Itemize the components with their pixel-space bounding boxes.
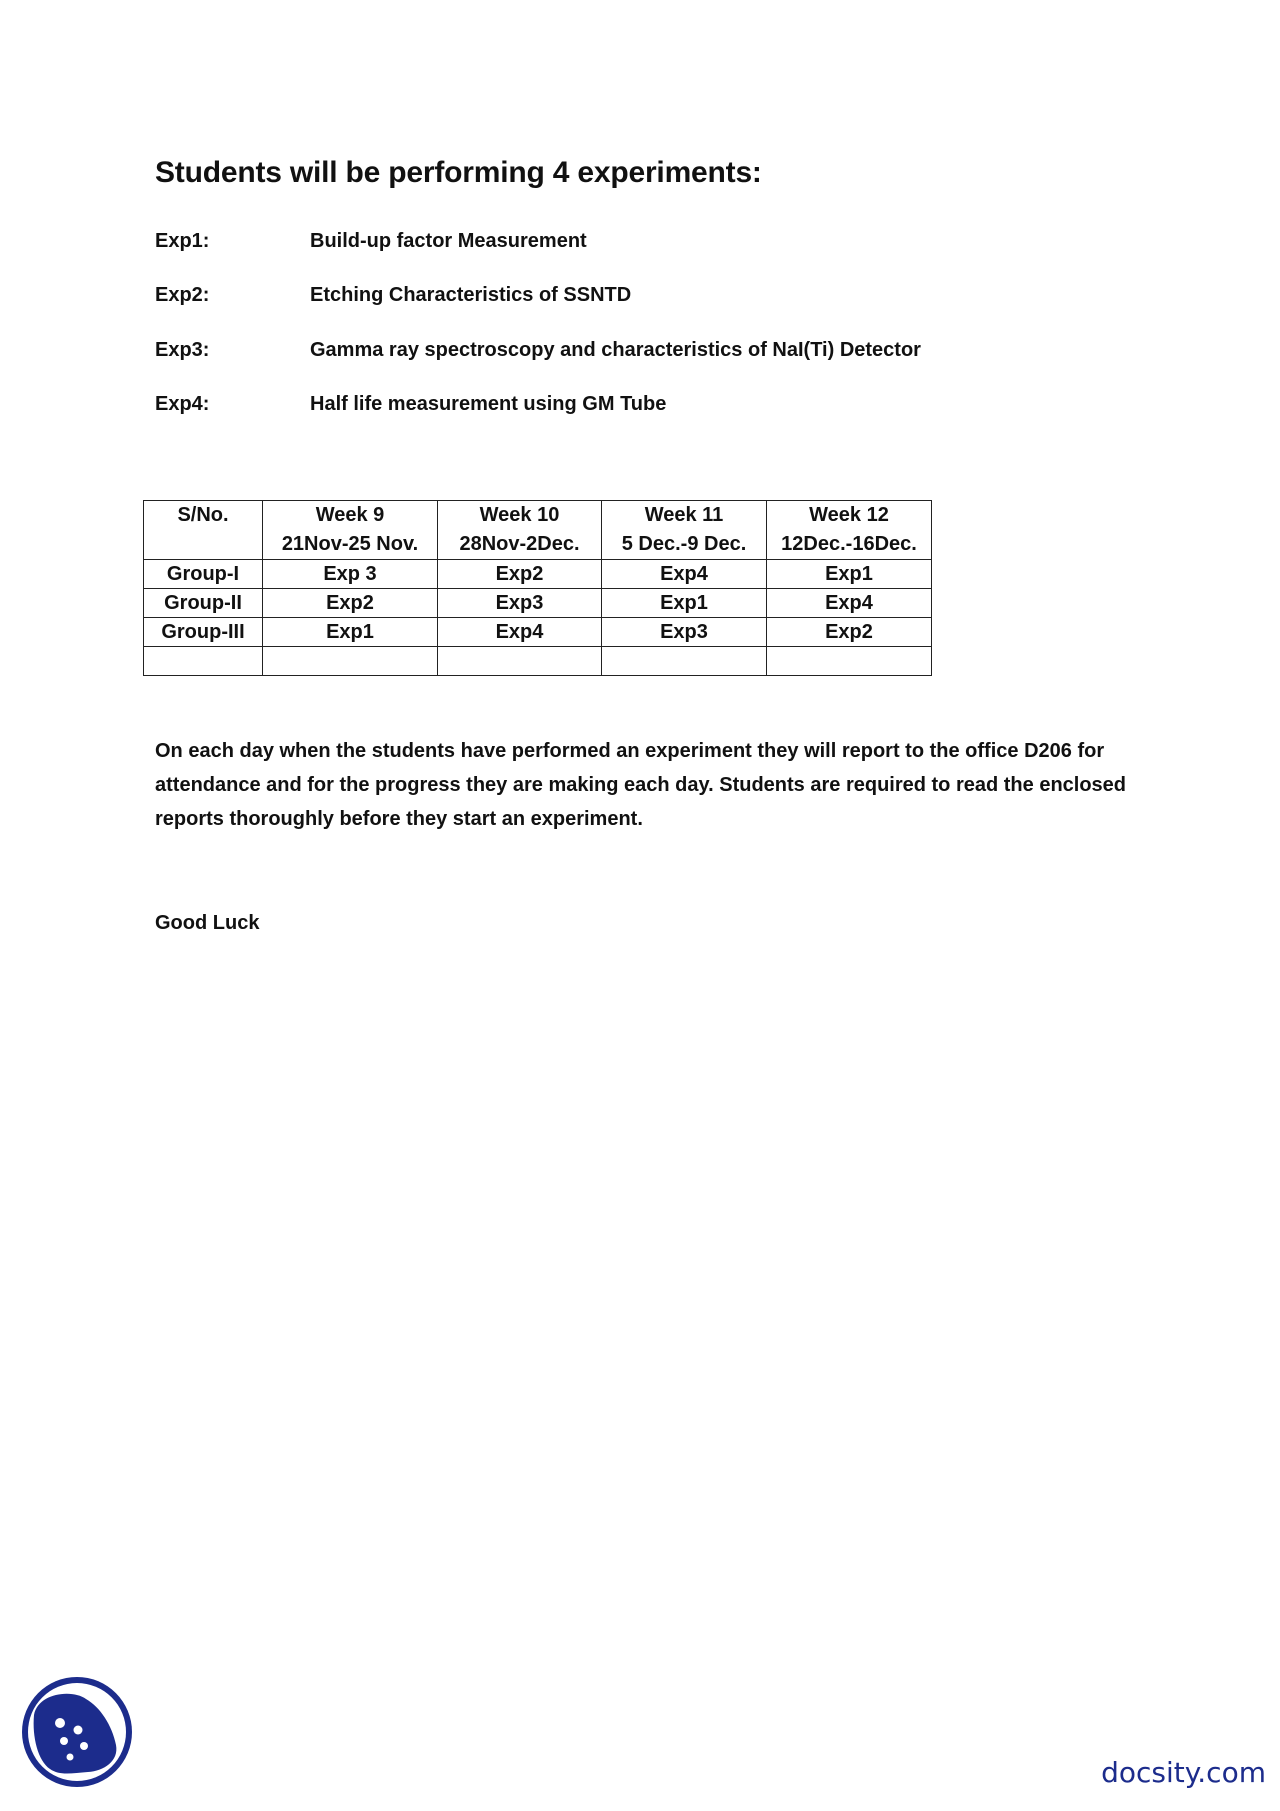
page-title: Students will be performing 4 experiments:: [155, 156, 762, 189]
table-cell: Group-III: [144, 618, 263, 647]
table-row: [144, 647, 932, 676]
table-cell: [602, 647, 767, 676]
table-cell: [144, 647, 263, 676]
header-line2: 12Dec.-16Dec.: [781, 533, 917, 555]
table-cell: Exp2: [767, 618, 932, 647]
header-line2: [144, 530, 262, 559]
table-cell: Exp4: [438, 618, 602, 647]
experiment-code: Exp4:: [155, 393, 210, 415]
table-cell: Group-I: [144, 560, 263, 589]
header-cell: [438, 501, 602, 560]
header-cell: [767, 501, 932, 560]
header-cell: [263, 501, 438, 560]
header-cell: [144, 501, 263, 560]
experiment-title: Build-up factor Measurement: [310, 230, 587, 252]
schedule-table: [143, 500, 932, 676]
experiment-title: Half life measurement using GM Tube: [310, 393, 667, 415]
table-cell: Exp 3: [263, 560, 438, 589]
experiment-code: Exp1:: [155, 230, 210, 252]
experiment-code: Exp2:: [155, 284, 210, 306]
table-cell: Exp3: [602, 618, 767, 647]
header-line1: Week 11: [644, 504, 724, 526]
header-line2: 28Nov-2Dec.: [459, 533, 580, 555]
table-cell: [438, 647, 602, 676]
header-line1: Week 9: [315, 504, 385, 526]
header-line1: Week 10: [479, 504, 560, 526]
table-cell: [767, 647, 932, 676]
docsity-logo-icon: [20, 1675, 135, 1790]
experiment-title: Gamma ray spectroscopy and characteristics of NaI(Ti) Detector: [310, 339, 921, 361]
table-cell: Exp1: [602, 589, 767, 618]
experiment-code: Exp3:: [155, 339, 210, 361]
table-row: [144, 560, 932, 589]
table-cell: [263, 647, 438, 676]
header-line2: 5 Dec.-9 Dec.: [621, 533, 747, 555]
experiment-title: Etching Characteristics of SSNTD: [310, 284, 632, 306]
instructions-paragraph: On each day when the students have performed an experiment they will report to the office D206 for attendance and for the progress they are making each day. Students are required to read the enclosed reports thoroughly before they start an experiment.: [155, 740, 1127, 830]
table-cell: Exp3: [438, 589, 602, 618]
table-cell: Exp4: [602, 560, 767, 589]
table-row: [144, 589, 932, 618]
header-line1: Week 12: [809, 504, 889, 526]
table-cell: Group-II: [144, 589, 263, 618]
table-cell: Exp2: [263, 589, 438, 618]
header-line2: 21Nov-25 Nov.: [281, 533, 419, 555]
table-cell: Exp1: [263, 618, 438, 647]
table-cell: Exp2: [438, 560, 602, 589]
header-cell: [602, 501, 767, 560]
closing-text: Good Luck: [155, 912, 260, 934]
docsity-brand-link[interactable]: docsity.com: [1101, 1756, 1266, 1789]
header-line1: S/No.: [177, 504, 229, 526]
schedule-header-row: [144, 501, 932, 560]
table-cell: Exp4: [767, 589, 932, 618]
table-cell: Exp1: [767, 560, 932, 589]
table-row: [144, 618, 932, 647]
